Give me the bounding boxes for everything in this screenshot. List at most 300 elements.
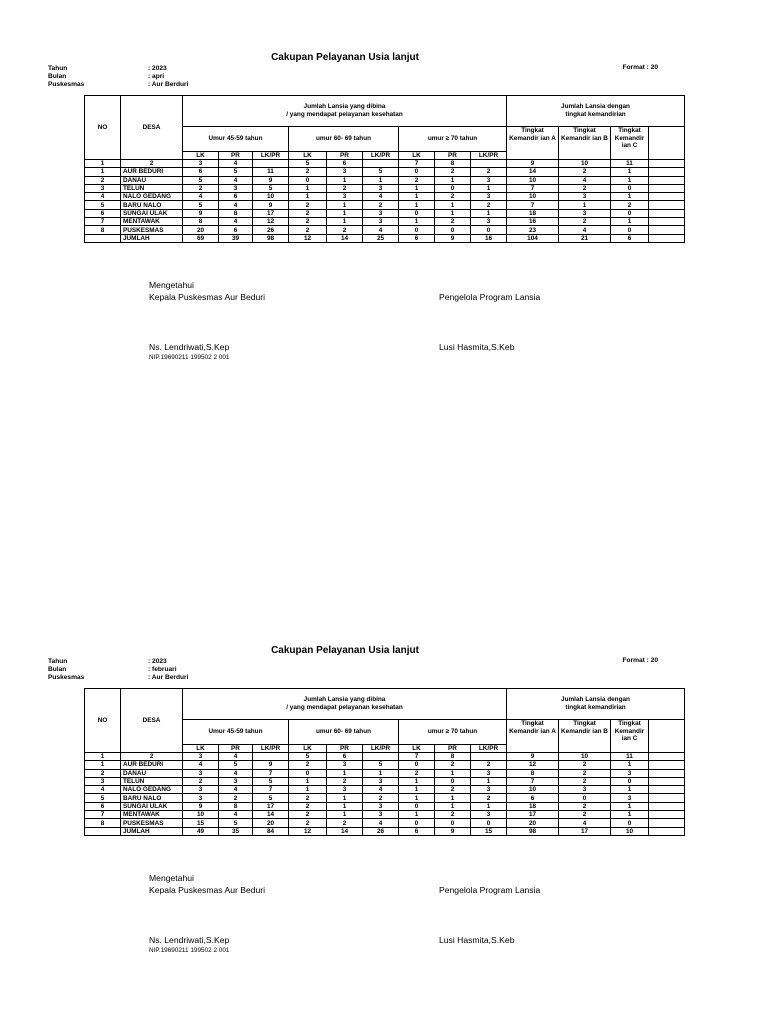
value-cell: 2: [289, 811, 327, 819]
format-label: Format : 20: [622, 657, 658, 664]
value-cell: 0: [559, 794, 611, 802]
total-cell: 12: [289, 234, 327, 242]
lkpr-header: LK/PR: [253, 151, 289, 159]
empty-cell: [649, 794, 685, 802]
value-cell: 4: [183, 193, 219, 201]
value-cell: 3: [559, 193, 611, 201]
index-cell: 9: [507, 753, 559, 761]
value-cell: 23: [507, 226, 559, 234]
value-cell: 14: [507, 168, 559, 176]
value-cell: 4: [219, 811, 253, 819]
index-cell: 4: [219, 160, 253, 168]
value-cell: 3: [471, 218, 507, 226]
value-cell: 1: [289, 786, 327, 794]
empty-cell: [649, 769, 685, 777]
kepala-nip: NIP.19690211 199502 2 001: [149, 947, 230, 954]
value-cell: 8: [183, 218, 219, 226]
value-cell: 0: [289, 176, 327, 184]
total-cell: 104: [507, 234, 559, 242]
value-cell: 3: [363, 777, 399, 785]
value-cell: 1: [327, 201, 363, 209]
group-kemandirian-header: [507, 96, 685, 127]
lkpr-header: LK/PR: [363, 151, 399, 159]
desa-cell: AUR BEDURI: [121, 168, 183, 176]
index-cell: 11: [611, 160, 649, 168]
value-cell: 1: [363, 769, 399, 777]
index-cell: [253, 160, 289, 168]
pengelola-title: Pengelola Program Lansia: [439, 885, 541, 895]
total-cell: 17: [559, 827, 611, 835]
index-cell: 6: [327, 753, 363, 761]
value-cell: 2: [327, 819, 363, 827]
table-row: [85, 218, 685, 226]
lkpr-header: LK/PR: [471, 744, 507, 752]
value-cell: 18: [507, 209, 559, 217]
total-cell: [85, 827, 121, 835]
value-cell: 6: [219, 226, 253, 234]
col-desa-header: DESA: [121, 96, 183, 160]
value-cell: 2: [435, 168, 471, 176]
value-cell: 7: [85, 218, 121, 226]
table-row: [85, 769, 685, 777]
value-cell: 1: [611, 811, 649, 819]
value-cell: 1: [611, 218, 649, 226]
report-meta: [48, 658, 368, 684]
value-cell: 8: [219, 802, 253, 810]
value-cell: 1: [327, 802, 363, 810]
empty-cell: [649, 777, 685, 785]
index-cell: 11: [611, 753, 649, 761]
value-cell: 3: [363, 184, 399, 192]
lkpr-header: LK/PR: [253, 744, 289, 752]
value-cell: 5: [219, 819, 253, 827]
group-kemandirian-line1: Jumlah Lansia dengan: [561, 103, 630, 110]
bulan-label: Bulan: [48, 666, 67, 673]
value-cell: 9: [253, 176, 289, 184]
value-cell: 5: [183, 176, 219, 184]
value-cell: 1: [611, 761, 649, 769]
value-cell: 1: [399, 201, 435, 209]
desa-cell: DANAU: [121, 769, 183, 777]
value-cell: 12: [507, 761, 559, 769]
value-cell: 0: [471, 226, 507, 234]
value-cell: 11: [253, 168, 289, 176]
value-cell: 1: [399, 786, 435, 794]
pengelola-name: Lusi Hasmita,S.Keb: [439, 935, 515, 945]
value-cell: 2: [289, 226, 327, 234]
desa-cell: SUNGAI ULAK: [121, 802, 183, 810]
value-cell: 4: [85, 786, 121, 794]
pengelola-name: Lusi Hasmita,S.Keb: [439, 342, 515, 352]
puskesmas-label: Puskesmas: [48, 674, 85, 681]
value-cell: 15: [183, 819, 219, 827]
value-cell: 3: [327, 786, 363, 794]
index-cell: 10: [559, 753, 611, 761]
value-cell: 26: [253, 226, 289, 234]
index-cell: [363, 160, 399, 168]
puskesmas-value: : Aur Berduri: [148, 81, 189, 88]
value-cell: 2: [289, 218, 327, 226]
lk-header: LK: [399, 744, 435, 752]
value-cell: 1: [399, 811, 435, 819]
desa-cell: BARU NALO: [121, 201, 183, 209]
value-cell: 3: [363, 802, 399, 810]
value-cell: 2: [289, 168, 327, 176]
kepala-nip: NIP.19690211 199502 2 001: [149, 354, 230, 361]
value-cell: 0: [611, 777, 649, 785]
empty-cell: [649, 802, 685, 810]
desa-cell: NALO GEDANG: [121, 193, 183, 201]
value-cell: 5: [363, 168, 399, 176]
value-cell: 4: [219, 769, 253, 777]
value-cell: 6: [219, 193, 253, 201]
value-cell: 2: [435, 811, 471, 819]
age-70-plus-header: umur ≥ 70 tahun: [399, 127, 507, 152]
value-cell: 2: [289, 201, 327, 209]
empty-cell: [649, 761, 685, 769]
value-cell: 0: [435, 226, 471, 234]
tahun-label: Tahun: [48, 65, 68, 72]
report-section: [48, 52, 692, 372]
lk-header: LK: [183, 151, 219, 159]
lk-header: LK: [289, 744, 327, 752]
mengetahui-text: Mengetahui: [149, 873, 194, 883]
age-45-59-header: Umur 45-59 tahun: [183, 720, 289, 745]
value-cell: 10: [507, 193, 559, 201]
value-cell: 8: [507, 769, 559, 777]
total-label: JUMLAH: [121, 827, 183, 835]
desa-cell: PUSKESMAS: [121, 819, 183, 827]
pr-header: PR: [327, 151, 363, 159]
total-cell: [85, 234, 121, 242]
value-cell: 2: [183, 184, 219, 192]
value-cell: 10: [507, 176, 559, 184]
value-cell: 2: [471, 761, 507, 769]
value-cell: 1: [611, 168, 649, 176]
value-cell: 1: [611, 802, 649, 810]
value-cell: 8: [219, 209, 253, 217]
value-cell: 5: [183, 201, 219, 209]
total-cell: 21: [559, 234, 611, 242]
value-cell: 4: [363, 819, 399, 827]
value-cell: 1: [399, 184, 435, 192]
value-cell: 12: [253, 218, 289, 226]
total-cell: 39: [219, 234, 253, 242]
index-cell: [471, 160, 507, 168]
pr-header: PR: [219, 744, 253, 752]
empty-cell: [649, 209, 685, 217]
value-cell: 2: [85, 176, 121, 184]
total-row: [85, 234, 685, 242]
group-dibina-line2: / yang mendapat pelayanan kesehatan: [286, 111, 403, 118]
value-cell: 2: [559, 184, 611, 192]
value-cell: 0: [399, 819, 435, 827]
value-cell: 3: [327, 761, 363, 769]
value-cell: 1: [289, 777, 327, 785]
value-cell: 1: [327, 209, 363, 217]
lk-header: LK: [399, 151, 435, 159]
value-cell: 2: [435, 218, 471, 226]
value-cell: 4: [219, 176, 253, 184]
lkpr-header: LK/PR: [363, 744, 399, 752]
value-cell: 10: [253, 193, 289, 201]
total-cell: 6: [399, 234, 435, 242]
total-cell: 9: [435, 827, 471, 835]
value-cell: 5: [85, 794, 121, 802]
index-cell: 8: [435, 753, 471, 761]
tingkat-c-header: Tingkat Kemandir ian C: [611, 720, 649, 753]
index-cell: 10: [559, 160, 611, 168]
value-cell: 2: [611, 201, 649, 209]
total-cell: 12: [289, 827, 327, 835]
value-cell: 2: [435, 761, 471, 769]
table-row: [85, 777, 685, 785]
value-cell: 1: [471, 777, 507, 785]
empty-header-cell: [649, 127, 685, 160]
value-cell: 1: [327, 794, 363, 802]
tingkat-a-header: Tingkat Kemandir ian A: [507, 720, 559, 753]
value-cell: 2: [85, 769, 121, 777]
desa-cell: DANAU: [121, 176, 183, 184]
value-cell: 2: [559, 777, 611, 785]
table-row: [85, 761, 685, 769]
table-row: [85, 786, 685, 794]
value-cell: 7: [507, 184, 559, 192]
value-cell: 0: [611, 226, 649, 234]
value-cell: 1: [435, 769, 471, 777]
table-row: [85, 168, 685, 176]
value-cell: 3: [471, 811, 507, 819]
desa-cell: NALO GEDANG: [121, 786, 183, 794]
value-cell: 20: [253, 819, 289, 827]
group-dibina-line1: Jumlah Lansia yang dibina: [303, 103, 386, 110]
report-title: Cakupan Pelayanan Usia lanjut: [271, 52, 419, 63]
value-cell: 2: [327, 777, 363, 785]
lkpr-header: LK/PR: [471, 151, 507, 159]
pengelola-title: Pengelola Program Lansia: [439, 292, 541, 302]
value-cell: 17: [253, 209, 289, 217]
kepala-title: Kepala Puskesmas Aur Beduri: [149, 292, 266, 302]
value-cell: 4: [559, 226, 611, 234]
table-row: [85, 802, 685, 810]
tingkat-a-header: Tingkat Kemandir ian A: [507, 127, 559, 160]
value-cell: 1: [327, 218, 363, 226]
index-cell: 8: [435, 160, 471, 168]
value-cell: 3: [219, 184, 253, 192]
table-row: [85, 819, 685, 827]
table-row: [85, 811, 685, 819]
bulan-value: : februari: [148, 666, 177, 673]
index-cell: [363, 753, 399, 761]
empty-cell: [649, 234, 685, 242]
table-row: [85, 201, 685, 209]
desa-cell: MENTAWAK: [121, 218, 183, 226]
value-cell: 2: [363, 201, 399, 209]
value-cell: 2: [559, 811, 611, 819]
value-cell: 2: [559, 802, 611, 810]
total-cell: 10: [611, 827, 649, 835]
value-cell: 3: [559, 209, 611, 217]
value-cell: 5: [253, 184, 289, 192]
value-cell: 4: [559, 176, 611, 184]
index-cell: 1: [85, 753, 121, 761]
value-cell: 2: [289, 209, 327, 217]
value-cell: 3: [219, 777, 253, 785]
value-cell: 2: [559, 168, 611, 176]
value-cell: 0: [435, 184, 471, 192]
value-cell: 2: [327, 184, 363, 192]
col-desa-header: DESA: [121, 689, 183, 753]
value-cell: 1: [85, 168, 121, 176]
value-cell: 2: [399, 176, 435, 184]
value-cell: 7: [253, 786, 289, 794]
pr-header: PR: [327, 744, 363, 752]
value-cell: 3: [471, 176, 507, 184]
tingkat-c-header: Tingkat Kemandir ian C: [611, 127, 649, 160]
value-cell: 3: [471, 193, 507, 201]
value-cell: 1: [471, 184, 507, 192]
coverage-table: [84, 688, 685, 836]
value-cell: 3: [85, 184, 121, 192]
tahun-label: Tahun: [48, 658, 68, 665]
value-cell: 0: [435, 819, 471, 827]
value-cell: 10: [507, 786, 559, 794]
index-cell: 2: [121, 160, 183, 168]
format-label: Format : 20: [622, 64, 658, 71]
value-cell: 1: [363, 176, 399, 184]
value-cell: 5: [219, 761, 253, 769]
value-cell: 0: [399, 209, 435, 217]
value-cell: 16: [507, 218, 559, 226]
index-cell: 5: [289, 160, 327, 168]
value-cell: 1: [327, 769, 363, 777]
value-cell: 20: [507, 819, 559, 827]
value-cell: 6: [183, 168, 219, 176]
value-cell: 0: [611, 184, 649, 192]
value-cell: 7: [507, 201, 559, 209]
value-cell: 3: [327, 168, 363, 176]
kepala-name: Ns. Lendriwati,S.Kep: [149, 342, 230, 352]
total-cell: 16: [471, 234, 507, 242]
empty-cell: [649, 176, 685, 184]
table-row: [85, 176, 685, 184]
value-cell: 1: [399, 193, 435, 201]
empty-cell: [649, 811, 685, 819]
kepala-name: Ns. Lendriwati,S.Kep: [149, 935, 230, 945]
value-cell: 4: [363, 786, 399, 794]
value-cell: 5: [253, 777, 289, 785]
index-cell: 2: [121, 753, 183, 761]
col-no-header: NO: [85, 96, 121, 160]
value-cell: 1: [471, 802, 507, 810]
value-cell: 3: [611, 769, 649, 777]
value-cell: 0: [611, 819, 649, 827]
puskesmas-value: : Aur Berduri: [148, 674, 189, 681]
value-cell: 7: [85, 811, 121, 819]
value-cell: 1: [85, 761, 121, 769]
pr-header: PR: [219, 151, 253, 159]
value-cell: 3: [327, 193, 363, 201]
value-cell: 1: [435, 802, 471, 810]
index-cell: [253, 753, 289, 761]
tingkat-b-header: Tingkat Kemandir ian B: [559, 127, 611, 160]
index-row: [85, 753, 685, 761]
value-cell: 1: [399, 777, 435, 785]
value-cell: 14: [253, 811, 289, 819]
value-cell: 3: [183, 786, 219, 794]
value-cell: 18: [507, 802, 559, 810]
index-cell: 3: [183, 160, 219, 168]
total-cell: 9: [435, 234, 471, 242]
value-cell: 9: [183, 209, 219, 217]
group-dibina-header: [183, 96, 507, 127]
value-cell: 1: [399, 794, 435, 802]
value-cell: 3: [471, 786, 507, 794]
value-cell: 4: [363, 226, 399, 234]
value-cell: 2: [327, 226, 363, 234]
value-cell: 1: [327, 176, 363, 184]
index-cell: 9: [507, 160, 559, 168]
col-no-header: NO: [85, 689, 121, 753]
value-cell: 1: [399, 218, 435, 226]
tahun-value: : 2023: [148, 658, 167, 665]
group-kemandirian-line2: tingkat kemandirian: [565, 704, 626, 711]
age-45-59-header: Umur 45-59 tahun: [183, 127, 289, 152]
value-cell: 4: [363, 193, 399, 201]
index-cell: 7: [399, 160, 435, 168]
empty-cell: [649, 753, 685, 761]
empty-cell: [649, 226, 685, 234]
desa-cell: MENTAWAK: [121, 811, 183, 819]
value-cell: 2: [363, 794, 399, 802]
empty-cell: [649, 827, 685, 835]
group-kemandirian-header: [507, 689, 685, 720]
value-cell: 1: [289, 184, 327, 192]
total-cell: 26: [363, 827, 399, 835]
value-cell: 0: [399, 168, 435, 176]
value-cell: 3: [363, 218, 399, 226]
desa-cell: SUNGAI ULAK: [121, 209, 183, 217]
value-cell: 6: [85, 209, 121, 217]
value-cell: 7: [253, 769, 289, 777]
value-cell: 2: [289, 819, 327, 827]
value-cell: 1: [435, 201, 471, 209]
value-cell: 0: [399, 761, 435, 769]
total-cell: 14: [327, 234, 363, 242]
age-60-69-header: umur 60- 69 tahun: [289, 720, 399, 745]
empty-cell: [649, 819, 685, 827]
value-cell: 2: [289, 794, 327, 802]
value-cell: 2: [219, 794, 253, 802]
value-cell: 5: [363, 761, 399, 769]
value-cell: 17: [507, 811, 559, 819]
value-cell: 5: [85, 201, 121, 209]
value-cell: 3: [363, 209, 399, 217]
value-cell: 4: [219, 786, 253, 794]
empty-cell: [649, 184, 685, 192]
lk-header: LK: [183, 744, 219, 752]
total-cell: 98: [507, 827, 559, 835]
bulan-value: : apri: [148, 73, 165, 80]
index-row: [85, 160, 685, 168]
value-cell: 10: [183, 811, 219, 819]
value-cell: 0: [289, 769, 327, 777]
group-dibina-line1: Jumlah Lansia yang dibina: [303, 696, 386, 703]
total-cell: 98: [253, 234, 289, 242]
total-label: JUMLAH: [121, 234, 183, 242]
group-kemandirian-line2: tingkat kemandirian: [565, 111, 626, 118]
group-kemandirian-line1: Jumlah Lansia dengan: [561, 696, 630, 703]
